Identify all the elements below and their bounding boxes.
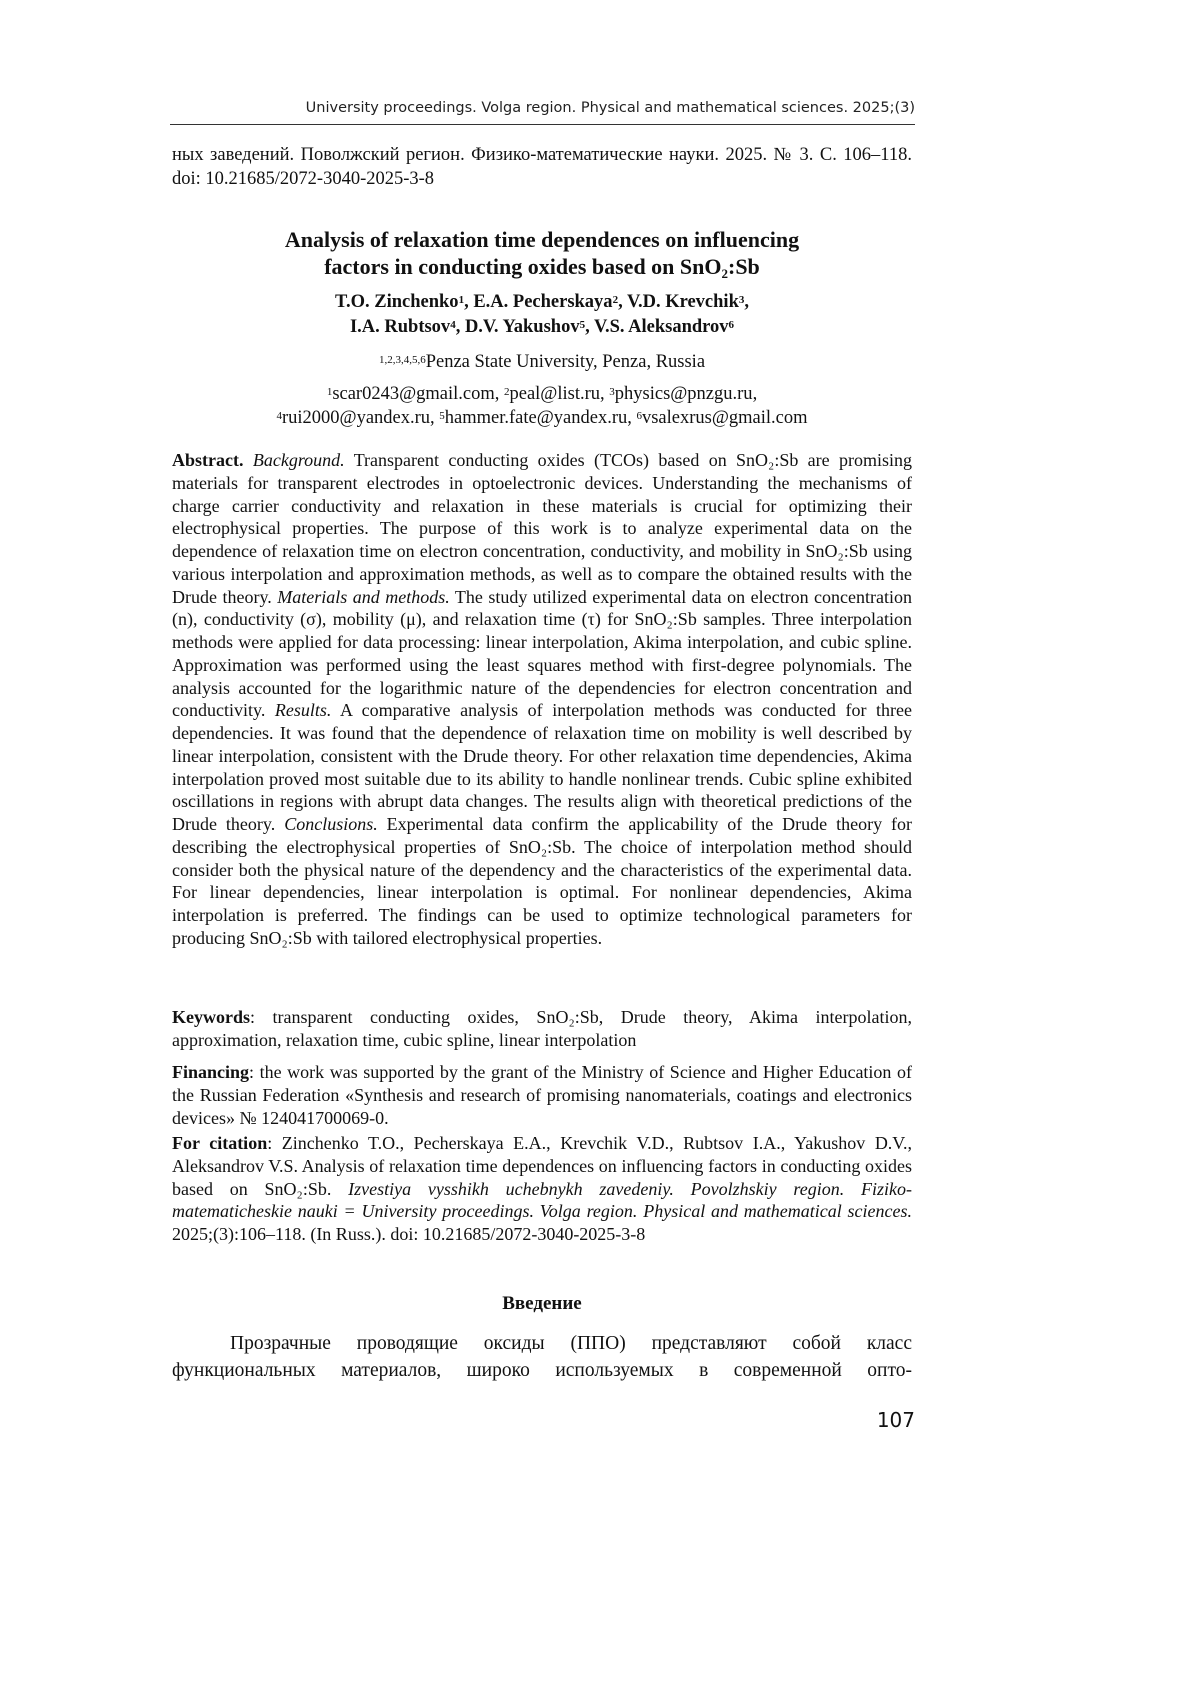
email-mark: 3 — [609, 386, 615, 398]
email-separator: , — [752, 384, 758, 404]
financing-text: : the work was supported by the grant of the Ministry of Science and Higher Education of the Russian Federation «Synthesis and research of promising nanomaterials, coatings and electronics devices» № 124041700069-0. — [172, 1062, 912, 1128]
article-title — [172, 226, 912, 283]
previous-article-citation: ных заведений. Поволжский регион. Физико-математические науки. 2025. № 3. С. 106–118. doi: 10.21685/2072-3040-2025-3-8 — [172, 145, 912, 189]
results-text: A comparative analysis of interpolation methods was conducted for three dependencies. It was found that the dependence of relaxation time on mobility is well described by linear interpolation, consistent with the Drude theory. For other relaxation time dependencies, Akima interpolation proved most suitable due to its ability to handle nonlinear trends. Cubic spline exhibited oscillations in regions with abrupt data changes. The results align with theoretical predictions of the Drude theory. — [172, 700, 913, 834]
author-name: V.D. Krevchik — [626, 292, 739, 312]
email-mark: 1 — [326, 386, 333, 398]
authors-line-2 — [172, 315, 912, 340]
affiliation — [172, 350, 912, 374]
title-line-2 — [172, 253, 912, 283]
title-subscript: 2 — [721, 266, 728, 281]
email-separator: , — [494, 384, 504, 404]
author-name: I.A. Rubtsov — [349, 317, 451, 337]
citation-text-end: 2025;(3):106–118. (In Russ.). doi: 10.21685/2072-3040-2025-3-8 — [172, 1224, 646, 1244]
affiliation-text: Penza State University, Penza, Russia — [425, 352, 706, 372]
author-name: V.S. Aleksandrov — [594, 317, 729, 337]
author-affiliation-mark: 5 — [579, 319, 586, 331]
email-link[interactable]: peal@list.ru — [509, 384, 601, 404]
author-separator: , — [744, 292, 749, 312]
abstract-label: Abstract. — [172, 450, 244, 470]
citation-label: For citation — [172, 1133, 268, 1153]
author-affiliation-mark: 4 — [450, 319, 456, 331]
author-separator: , — [464, 292, 474, 312]
email-link[interactable]: vsalexrus@gmail.com — [641, 408, 808, 428]
page-number: 107 — [876, 1408, 915, 1432]
running-header: University proceedings. Volga region. Physical and mathematical sciences. 2025;(3) — [305, 100, 915, 116]
results-label: Results. — [274, 700, 332, 721]
emails-line-1 — [172, 382, 912, 406]
author-name: T.O. Zinchenko — [335, 292, 459, 312]
keywords-label: Keywords — [172, 1007, 250, 1027]
email-mark: 5 — [439, 410, 445, 422]
introduction-heading: Введение — [502, 1293, 582, 1314]
header-rule — [170, 124, 915, 125]
email-link[interactable]: scar0243@gmail.com — [332, 384, 495, 404]
keywords-text: : transparent conducting oxides, SnO₂:Sb, Drude theory, Akima interpolation, approximation, relaxation time, cubic spline, linear interpolation — [172, 1007, 912, 1050]
methods-text: The study utilized experimental data on electron concentration (n), conductivity (σ), mobility (μ), and relaxation time (τ) for SnO₂:Sb samples. Three interpolation methods were applied for data processing: linear interpolation, Akima interpolation, and cubic spline. Approximation was performed using the least squares method with first-degree polynomials. The analysis accounted for the logarithmic nature of the dependencies for electron concentration and conductivity. — [172, 586, 912, 721]
author-separator: , — [455, 317, 465, 337]
email-mark: 2 — [504, 386, 510, 398]
author-affiliation-mark: 1 — [458, 294, 465, 306]
author-name: D.V. Yakushov — [464, 317, 580, 337]
for-citation — [172, 1132, 912, 1246]
financing — [172, 1061, 912, 1129]
email-mark: 6 — [636, 410, 642, 422]
email-separator: , — [600, 384, 610, 404]
financing-label: Financing — [172, 1062, 250, 1082]
email-link[interactable]: rui2000@yandex.ru — [282, 408, 431, 428]
title-line-2-suffix: :Sb — [728, 254, 760, 279]
citation-text-start: : Zinchenko T.O., Pecherskaya E.A., Krevchik V.D., Rubtsov I.A., Yakushov D.V., Aleksandrov V.S. Analysis of relaxation time dependences on influencing factors in conducting oxides based on SnO₂:Sb. — [172, 1133, 912, 1199]
author-separator: , — [618, 292, 627, 312]
email-link[interactable]: physics@pnzgu.ru — [614, 384, 753, 404]
abstract — [172, 449, 912, 950]
author-list — [172, 290, 912, 340]
affiliation-marks: 1,2,3,4,5,6 — [378, 354, 426, 366]
title-line-1: Analysis of relaxation time dependences on influencing — [284, 227, 800, 252]
email-link[interactable]: hammer.fate@yandex.ru — [444, 408, 628, 428]
author-separator: , — [585, 317, 595, 337]
authors-line-1 — [172, 290, 912, 315]
introduction-paragraph: Прозрачные проводящие оксиды (ППО) представляют собой класс функциональных материалов, широко используемых в современной опто- — [172, 1333, 912, 1381]
author-emails — [172, 382, 912, 430]
emails-line-2 — [172, 406, 912, 430]
email-separator: , — [430, 408, 440, 428]
email-mark: 4 — [276, 410, 282, 422]
methods-label: Materials and methods. — [277, 586, 450, 607]
conclusions-text: Experimental data confirm the applicability of the Drude theory for describing the electrophysical properties of SnO₂:Sb. The choice of interpolation method should consider both the physical nature of the dependency and the characteristics of the experimental data. For linear dependencies, linear interpolation is optimal. For nonlinear dependencies, Akima interpolation is preferred. The findings can be used to optimize technological parameters for producing SnO₂:Sb with tailored electrophysical properties. — [172, 814, 913, 948]
author-affiliation-mark: 6 — [728, 319, 735, 331]
author-name: E.A. Pecherskaya — [473, 292, 613, 312]
conclusions-label: Conclusions. — [284, 814, 378, 834]
background-label: Background. — [252, 450, 345, 470]
background-text: Transparent conducting oxides (TCOs) based on SnO₂:Sb are promising materials for transparent electrodes in optoelectronic devices. Understanding the mechanisms of charge carrier conductivity and relaxation in these materials is crucial for optimizing their electrophysical properties. The purpose of this work is to analyze experimental data on the dependence of relaxation time on electron concentration, conductivity, and mobility in SnO₂:Sb using various interpolation and approximation methods, as well as to compare the obtained results with the Drude theory. — [172, 450, 912, 607]
author-affiliation-mark: 3 — [738, 294, 745, 306]
email-separator: , — [627, 408, 637, 428]
title-line-2-text: factors in conducting oxides based on SnO — [324, 254, 722, 279]
citation-journal: Izvestiya vysshikh uchebnykh zavedeniy. Povolzhskiy region. Fiziko-matematicheskie nauki = University proceedings. Volga region. Physical and mathematical sciences. — [172, 1178, 913, 1222]
author-affiliation-mark: 2 — [612, 294, 619, 306]
keywords — [172, 1006, 912, 1052]
